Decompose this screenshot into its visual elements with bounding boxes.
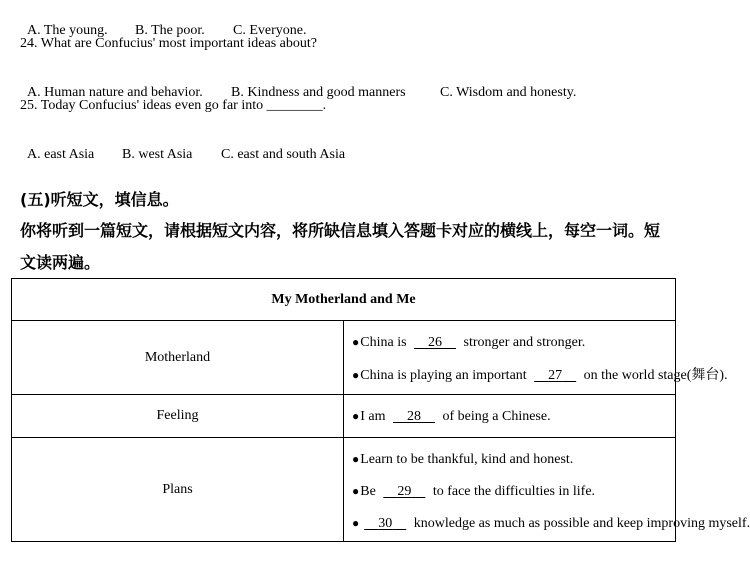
row-content-feeling (344, 395, 676, 438)
q23-option-a: A. The young. (27, 23, 108, 38)
row-label-motherland: Motherland (12, 321, 344, 395)
row-content-motherland (344, 321, 728, 395)
q24-option-c: C. Wisdom and honesty. (440, 85, 577, 100)
q24-option-b: B. Kindness and good manners (231, 85, 406, 100)
row-label-plans: Plans (12, 438, 344, 542)
bullet-icon: ● (352, 335, 360, 349)
answer-blank-29: 29 (397, 484, 412, 499)
table-row-feeling (12, 395, 676, 438)
row-label-feeling: Feeling (12, 395, 344, 438)
q25-option-a: A. east Asia (27, 147, 95, 162)
line-27: ●China is playing an important 27 on the world stage(舞台). (352, 368, 728, 383)
answer-blank-26: 26 (428, 335, 443, 350)
answer-blank-28: 28 (407, 408, 422, 424)
q23-option-c: C. Everyone. (233, 23, 307, 38)
table-caption: My Motherland and Me (12, 279, 676, 321)
line-29: ●Be 29 to face the difficulties in life. (352, 484, 596, 499)
section-instruction: 你将听到一篇短文，请根据短文内容，将所缺信息填入答题卡对应的横线上，每空一词。短文读两遍。 (20, 221, 661, 272)
line-26: ●China is 26 stronger and stronger. (352, 335, 586, 350)
section-title: (五)听短文，填信息。 (20, 190, 179, 209)
q25-option-b: B. west Asia (122, 147, 193, 162)
bullet-icon: ● (352, 408, 360, 423)
table-row-plans (12, 438, 676, 542)
q23-option-b: B. The poor. (135, 23, 205, 38)
row-content-plans (344, 438, 750, 542)
line-plan-1: ●Learn to be thankful, kind and honest. (352, 452, 574, 467)
answer-blank-27: 27 (548, 368, 563, 383)
info-table (11, 278, 750, 542)
line-30: ● 30 knowledge as much as possible and keep improving myself. (352, 516, 750, 531)
q25-text: 25. Today Confucius' ideas even go far into ________. (20, 98, 327, 113)
bullet-icon: ● (352, 484, 360, 498)
bullet-icon: ● (352, 452, 360, 466)
q25-options (20, 128, 345, 164)
answer-blank-30: 30 (378, 516, 393, 531)
q24-option-a: A. Human nature and behavior. (27, 85, 203, 100)
q25-option-c: C. east and south Asia (221, 147, 346, 162)
line-28: ●I am 28 of being a Chinese. (352, 408, 551, 424)
bullet-icon: ● (352, 368, 360, 382)
table-row-motherland (12, 321, 676, 395)
q24-text: 24. What are Confucius' most important ideas about? (20, 36, 317, 51)
bullet-icon: ● (352, 516, 360, 530)
